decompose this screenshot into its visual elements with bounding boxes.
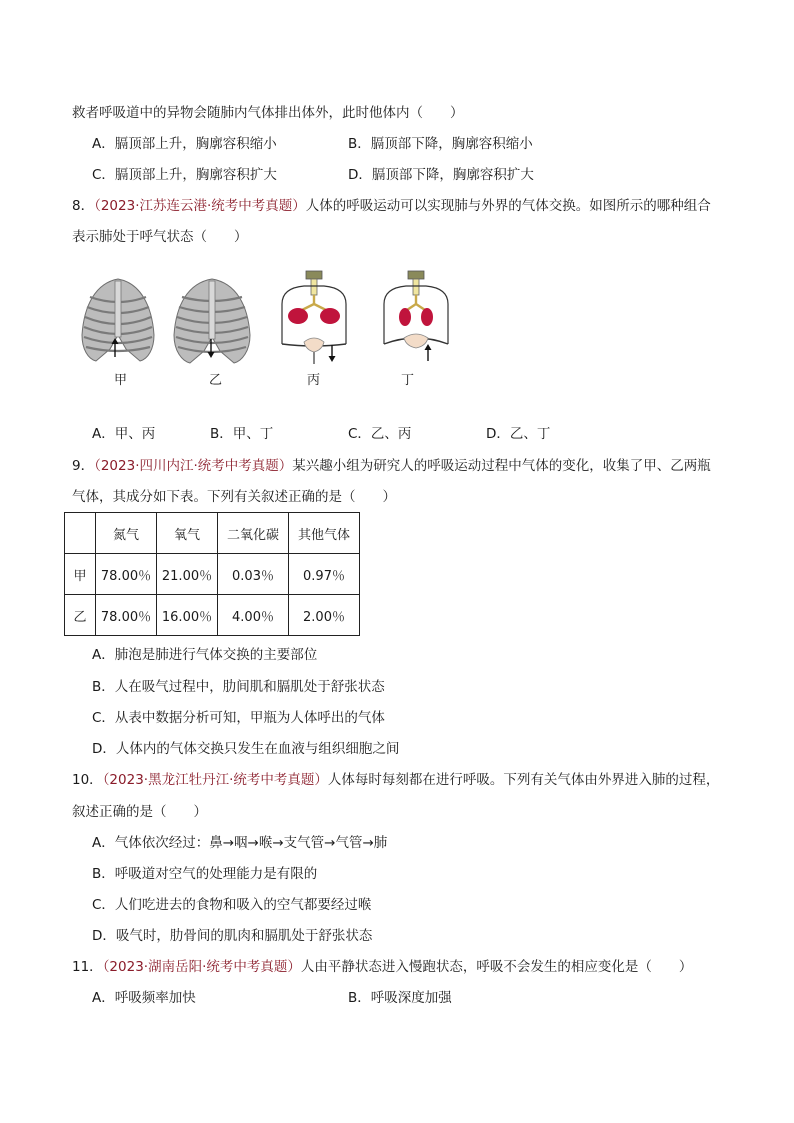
q7-option-b[interactable]: B．膈顶部下降，胸廓容积缩小 [348, 136, 533, 152]
table-row [65, 554, 360, 595]
table-cell: 16.00％ [157, 595, 218, 636]
table-row [65, 595, 360, 636]
bell-jar-bing-image [274, 270, 354, 366]
q7-option-a[interactable]: A．膈顶部上升，胸廓容积缩小 [92, 136, 277, 152]
q9-option-d[interactable]: D．人体内的气体交换只发生在血液与组织细胞之间 [92, 741, 400, 757]
table-header-cell: 氮气 [96, 513, 157, 554]
table-cell: 2.00％ [289, 595, 360, 636]
q8-option-b[interactable]: B．甲、丁 [210, 426, 274, 442]
table-cell: 甲 [65, 554, 96, 595]
arrow-down-icon [327, 344, 337, 362]
q10-option-a[interactable]: A．气体依次经过：鼻→咽→喉→支气管→气管→肺 [92, 835, 388, 851]
q8-source: （2023·江苏连云港·统考中考真题） [94, 198, 306, 214]
table-header-cell: 氧气 [157, 513, 218, 554]
q11-stem-line1 [72, 957, 692, 977]
q8-option-c[interactable]: C．乙、丙 [348, 426, 412, 442]
q9-stem-line1 [72, 456, 711, 476]
q7-option-c[interactable]: C．膈顶部上升，胸廓容积扩大 [92, 167, 277, 183]
q9-option-a[interactable]: A．肺泡是肺进行气体交换的主要部位 [92, 647, 318, 663]
q10-number: 10． [72, 772, 103, 788]
q8-number: 8． [72, 198, 95, 214]
q10-option-b[interactable]: B．呼吸道对空气的处理能力是有限的 [92, 866, 318, 882]
arrow-down-icon [206, 338, 216, 358]
q10-option-d[interactable]: D．吸气时，肋骨间的肌肉和膈肌处于舒张状态 [92, 928, 373, 944]
figure-label-bing: 丙 [307, 373, 321, 388]
q8-stem-line1 [72, 196, 711, 216]
table-cell: 0.03％ [218, 554, 289, 595]
breathing-figure [78, 270, 478, 400]
figure-label-yi: 乙 [209, 373, 223, 388]
q7-option-d[interactable]: D．膈顶部下降，胸廓容积扩大 [348, 167, 534, 183]
figure-label-jia: 甲 [114, 373, 128, 388]
q11-option-b[interactable]: B．呼吸深度加强 [348, 990, 452, 1006]
q10-stem-line2: 叙述正确的是（ ） [72, 804, 207, 820]
q7-stem: 救者呼吸道中的异物会随肺内气体排出体外，此时他体内（ ） [72, 105, 464, 121]
table-cell: 4.00％ [218, 595, 289, 636]
table-cell: 0.97％ [289, 554, 360, 595]
table-header-cell: 其他气体 [289, 513, 360, 554]
table-header-row [65, 513, 360, 554]
table-cell: 78.00％ [96, 554, 157, 595]
q11-option-a[interactable]: A．呼吸频率加快 [92, 990, 196, 1006]
q11-source: （2023·湖南岳阳·统考中考真题） [102, 959, 301, 975]
q10-option-c[interactable]: C．人们吃进去的食物和吸入的空气都要经过喉 [92, 897, 372, 913]
q9-stem-line2: 气体，其成分如下表。下列有关叙述正确的是（ ） [72, 489, 396, 505]
q8-stem-line2: 表示肺处于呼气状态（ ） [72, 229, 248, 245]
q9-stem-text: 某兴趣小组为研究人的呼吸运动过程中气体的变化，收集了甲、乙两瓶 [292, 458, 711, 474]
table-cell: 78.00％ [96, 595, 157, 636]
bell-jar-ding-image [376, 270, 456, 366]
figure-label-ding: 丁 [401, 373, 415, 388]
q10-stem-text: 人体每时每刻都在进行呼吸。下列有关气体由外界进入肺的过程， [327, 772, 720, 788]
q11-number: 11． [72, 959, 103, 975]
table-header-cell [65, 513, 96, 554]
table-cell: 21.00％ [157, 554, 218, 595]
arrow-up-icon [110, 338, 120, 358]
arrow-up-icon [423, 344, 433, 362]
q10-stem-line1 [72, 770, 719, 790]
table-cell: 乙 [65, 595, 96, 636]
table-header-cell: 二氧化碳 [218, 513, 289, 554]
q8-stem-text: 人体的呼吸运动可以实现肺与外界的气体交换。如图所示的哪种组合 [305, 198, 711, 214]
q9-option-b[interactable]: B．人在吸气过程中，肋间肌和膈肌处于舒张状态 [92, 679, 385, 695]
q11-stem-text: 人由平静状态进入慢跑状态，呼吸不会发生的相应变化是（ ） [300, 959, 693, 975]
q9-option-c[interactable]: C．从表中数据分析可知，甲瓶为人体呼出的气体 [92, 710, 385, 726]
q8-option-d[interactable]: D．乙、丁 [486, 426, 551, 442]
q10-source: （2023·黑龙江牡丹江·统考中考真题） [102, 772, 328, 788]
q9-source: （2023·四川内江·统考中考真题） [94, 458, 293, 474]
q9-number: 9． [72, 458, 95, 474]
gas-composition-table [64, 512, 360, 636]
q8-option-a[interactable]: A．甲、丙 [92, 426, 156, 442]
